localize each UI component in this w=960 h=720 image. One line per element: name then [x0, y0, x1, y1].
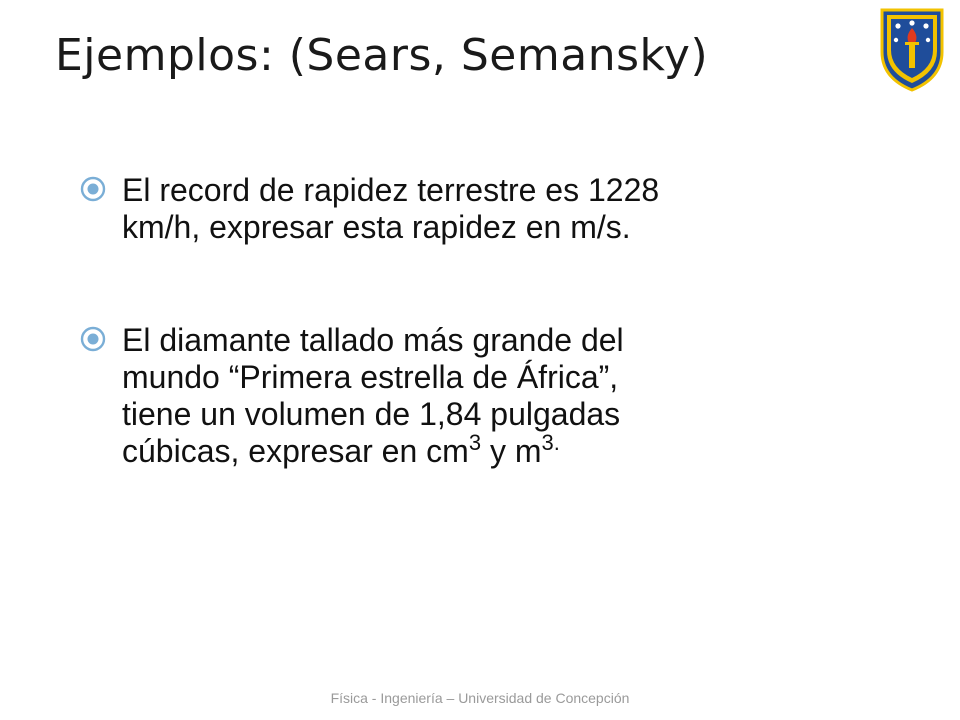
- bullet-line-with-units: [122, 429, 820, 470]
- superscript-exponent: 3.: [541, 429, 560, 455]
- bullet-item: [80, 322, 820, 470]
- slide-title: Ejemplos: (Sears, Semansky): [55, 30, 709, 81]
- bullet-line: km/h, expresar esta rapidez en m/s.: [122, 209, 631, 245]
- bullet-list: [80, 172, 820, 470]
- slide-footer: Física - Ingeniería – Universidad de Concepción: [330, 690, 630, 706]
- target-bullet-icon: [80, 176, 106, 202]
- superscript-exponent: 3: [468, 429, 482, 455]
- university-crest-icon: [878, 6, 946, 92]
- bullet-line: mundo “Primera estrella de África”,: [122, 359, 619, 395]
- bullet-line: El record de rapidez terrestre es 1228: [122, 172, 660, 208]
- line-text: cúbicas, expresar en cm: [122, 433, 469, 469]
- bullet-item: [80, 172, 820, 246]
- bullet-line: tiene un volumen de 1,84 pulgadas: [122, 396, 621, 432]
- line-text: y m: [481, 433, 542, 469]
- bullet-line: El diamante tallado más grande del: [122, 322, 624, 358]
- target-bullet-icon: [80, 326, 106, 352]
